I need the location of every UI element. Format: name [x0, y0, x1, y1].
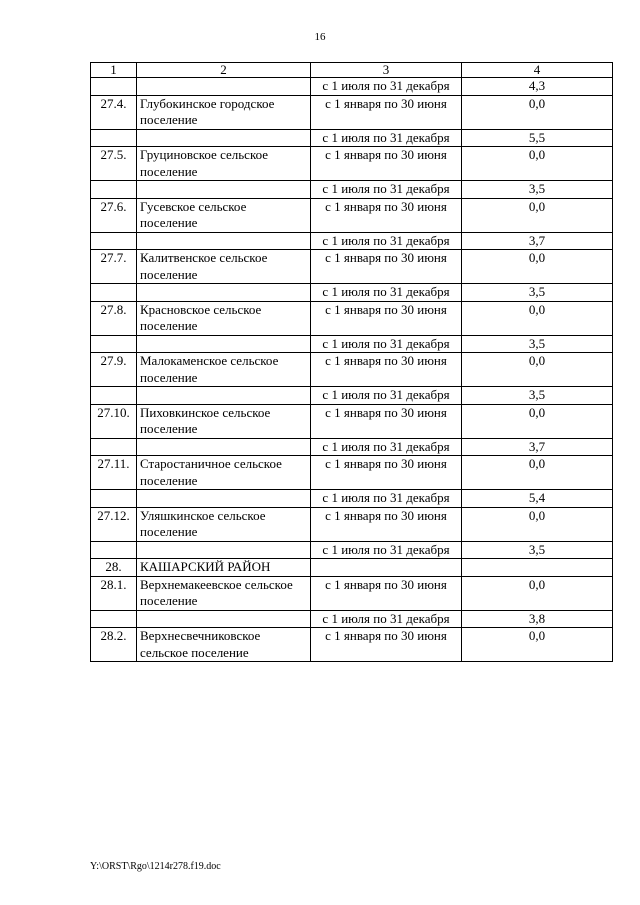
row-number-cell: 28. — [91, 559, 137, 577]
municipality-name-cell: Глубокинское городское поселение — [137, 95, 311, 129]
municipality-name-cell — [137, 387, 311, 405]
table-row — [91, 490, 613, 508]
row-number-cell — [91, 335, 137, 353]
period-cell: с 1 июля по 31 декабря — [311, 541, 462, 559]
rate-value-cell: 0,0 — [462, 576, 613, 610]
municipality-name-cell: Красновское сельское поселение — [137, 301, 311, 335]
period-cell: с 1 января по 30 июня — [311, 353, 462, 387]
municipality-name-cell: Старостаничное сельское поселение — [137, 456, 311, 490]
period-cell: с 1 июля по 31 декабря — [311, 610, 462, 628]
table-row — [91, 404, 613, 438]
row-number-cell — [91, 181, 137, 199]
table-row — [91, 628, 613, 662]
municipality-name-cell — [137, 232, 311, 250]
rate-value-cell: 3,5 — [462, 181, 613, 199]
period-cell: с 1 января по 30 июня — [311, 301, 462, 335]
row-number-cell — [91, 610, 137, 628]
rate-value-cell: 3,5 — [462, 541, 613, 559]
row-number-cell: 27.6. — [91, 198, 137, 232]
rate-value-cell — [462, 559, 613, 577]
rate-value-cell: 3,5 — [462, 284, 613, 302]
table-row — [91, 181, 613, 199]
municipality-name-cell: Калитвенское сельское поселение — [137, 250, 311, 284]
table-row — [91, 576, 613, 610]
row-number-cell — [91, 387, 137, 405]
row-number-cell — [91, 284, 137, 302]
rates-table — [90, 62, 613, 662]
header-col-3: 3 — [311, 63, 462, 78]
municipality-name-cell: Груциновское сельское поселение — [137, 147, 311, 181]
table-row — [91, 147, 613, 181]
rate-value-cell: 4,3 — [462, 78, 613, 96]
rate-value-cell: 3,8 — [462, 610, 613, 628]
period-cell: с 1 января по 30 июня — [311, 576, 462, 610]
municipality-name-cell — [137, 438, 311, 456]
period-cell: с 1 января по 30 июня — [311, 404, 462, 438]
row-number-cell — [91, 78, 137, 96]
rate-value-cell: 5,4 — [462, 490, 613, 508]
header-col-4: 4 — [462, 63, 613, 78]
rate-value-cell: 5,5 — [462, 129, 613, 147]
table-row — [91, 95, 613, 129]
period-cell: с 1 июля по 31 декабря — [311, 438, 462, 456]
row-number-cell — [91, 438, 137, 456]
row-number-cell: 27.9. — [91, 353, 137, 387]
rate-value-cell: 0,0 — [462, 301, 613, 335]
row-number-cell: 27.4. — [91, 95, 137, 129]
municipality-name-cell: Пиховкинское сельское поселение — [137, 404, 311, 438]
table-row — [91, 129, 613, 147]
municipality-name-cell — [137, 129, 311, 147]
row-number-cell: 27.12. — [91, 507, 137, 541]
rate-value-cell: 0,0 — [462, 250, 613, 284]
period-cell: с 1 июля по 31 декабря — [311, 232, 462, 250]
rate-value-cell: 0,0 — [462, 507, 613, 541]
municipality-name-cell — [137, 490, 311, 508]
file-path-footer: Y:\ORST\Rgo\1214r278.f19.doc — [90, 861, 221, 872]
table-row — [91, 507, 613, 541]
table-row — [91, 250, 613, 284]
row-number-cell — [91, 129, 137, 147]
municipality-name-cell — [137, 335, 311, 353]
table-row — [91, 541, 613, 559]
rate-value-cell: 0,0 — [462, 353, 613, 387]
rate-value-cell: 3,5 — [462, 387, 613, 405]
period-cell: с 1 июля по 31 декабря — [311, 78, 462, 96]
rate-value-cell: 0,0 — [462, 456, 613, 490]
table-row — [91, 301, 613, 335]
period-cell: с 1 января по 30 июня — [311, 198, 462, 232]
rate-value-cell: 3,7 — [462, 232, 613, 250]
table-row — [91, 438, 613, 456]
header-col-1: 1 — [91, 63, 137, 78]
table-row — [91, 232, 613, 250]
table-row — [91, 456, 613, 490]
period-cell: с 1 июля по 31 декабря — [311, 490, 462, 508]
period-cell: с 1 января по 30 июня — [311, 147, 462, 181]
municipality-name-cell: Верхнемакеевское сельское поселение — [137, 576, 311, 610]
municipality-name-cell — [137, 78, 311, 96]
municipality-name-cell: Малокаменское сельское поселение — [137, 353, 311, 387]
period-cell: с 1 января по 30 июня — [311, 250, 462, 284]
table-row — [91, 78, 613, 96]
period-cell: с 1 июля по 31 декабря — [311, 335, 462, 353]
rate-value-cell: 0,0 — [462, 628, 613, 662]
row-number-cell — [91, 541, 137, 559]
row-number-cell: 27.5. — [91, 147, 137, 181]
table-row — [91, 335, 613, 353]
municipality-name-cell — [137, 541, 311, 559]
row-number-cell: 28.2. — [91, 628, 137, 662]
period-cell: с 1 января по 30 июня — [311, 507, 462, 541]
row-number-cell: 27.8. — [91, 301, 137, 335]
row-number-cell: 27.11. — [91, 456, 137, 490]
period-cell — [311, 559, 462, 577]
rate-value-cell: 3,7 — [462, 438, 613, 456]
table-row — [91, 387, 613, 405]
rate-value-cell: 3,5 — [462, 335, 613, 353]
period-cell: с 1 июля по 31 декабря — [311, 181, 462, 199]
header-col-2: 2 — [137, 63, 311, 78]
table-row — [91, 559, 613, 577]
row-number-cell: 27.10. — [91, 404, 137, 438]
period-cell: с 1 января по 30 июня — [311, 456, 462, 490]
rate-value-cell: 0,0 — [462, 147, 613, 181]
table-header-row — [91, 63, 613, 78]
rate-value-cell: 0,0 — [462, 404, 613, 438]
table-row — [91, 284, 613, 302]
rate-value-cell: 0,0 — [462, 95, 613, 129]
period-cell: с 1 января по 30 июня — [311, 95, 462, 129]
period-cell: с 1 июля по 31 декабря — [311, 387, 462, 405]
row-number-cell: 28.1. — [91, 576, 137, 610]
table-body — [91, 63, 613, 662]
row-number-cell — [91, 490, 137, 508]
municipality-name-cell: Верхнесвечниковское сельское поселение — [137, 628, 311, 662]
municipality-name-cell — [137, 284, 311, 302]
period-cell: с 1 января по 30 июня — [311, 628, 462, 662]
table-row — [91, 353, 613, 387]
municipality-name-cell: КАШАРСКИЙ РАЙОН — [137, 559, 311, 577]
table-row — [91, 198, 613, 232]
row-number-cell: 27.7. — [91, 250, 137, 284]
municipality-name-cell: Уляшкинское сельское поселение — [137, 507, 311, 541]
municipality-name-cell: Гусевское сельское поселение — [137, 198, 311, 232]
period-cell: с 1 июля по 31 декабря — [311, 284, 462, 302]
municipality-name-cell — [137, 181, 311, 199]
table-row — [91, 610, 613, 628]
rate-value-cell: 0,0 — [462, 198, 613, 232]
page-number: 16 — [314, 31, 326, 43]
municipality-name-cell — [137, 610, 311, 628]
row-number-cell — [91, 232, 137, 250]
period-cell: с 1 июля по 31 декабря — [311, 129, 462, 147]
